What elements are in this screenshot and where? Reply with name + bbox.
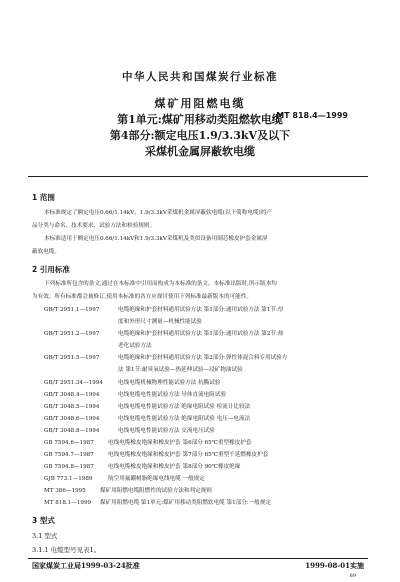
section-1-paragraph-2-line-2: 蔽软电缆。 [32, 249, 60, 255]
implementation-date: 1999-08-01实施 [305, 561, 364, 570]
reference-title: 电线电缆机械物理性能试验方法 抗撕试验 [118, 380, 221, 386]
reference-title: 电线电缆电性能试验方法 导体直流电阻试验 [118, 392, 227, 398]
reference-code: MT 386—1995 [44, 488, 86, 494]
reference-code: GB/T 2951.34—1994 [44, 380, 103, 386]
reference-title: 电线电缆橡皮绝缘和橡皮护套 第6部分 65℃重型橡皮护套 [108, 440, 252, 446]
reference-title: 煤矿用阻燃电缆 第1单元:煤矿用移动类阻燃软电缆 第1部分:一般规定 [100, 500, 272, 506]
reference-title: 电缆绝缘和护套材料通用试验方法 第1部分:通用试验方法 第1节:厚 [118, 307, 284, 313]
section-2-paragraph-line-1: 下列标准所包含的条文,通过在本标准中引用而构成为本标准的条文。本标准出版时,所示版本均 [44, 281, 277, 287]
reference-code: GB/T 2951.1—1997 [44, 307, 100, 313]
reference-title: 电线电缆电性能试验方法 绝缘电阻试验 电压—电流法 [118, 416, 251, 422]
reference-code: MT 818.1—1999 [44, 500, 92, 506]
page-number: 89 [349, 573, 356, 579]
reference-title: 电线电缆橡皮绝缘和橡皮护套 第8部分 90℃橡皮绝缘 [108, 464, 241, 470]
approval-date: 国家煤炭工业局1999-03-24批准 [32, 561, 140, 570]
section-1-paragraph-1-line-1: 本标准规定了额定电压0.66/1.14kV、1.9/3.3kV采煤机金属屏蔽软电缆(以下简称电缆)的产 [44, 210, 272, 216]
reference-title: 电缆绝缘和护套材料通用试验方法 第1部分:通用试验方法 第2节:热 [118, 331, 284, 337]
reference-title: 度和外形尺寸测量—机械性能试验 [118, 319, 202, 325]
section-1-paragraph-1-line-2: 品分类与命名、技术要求、试验方法和检验规则。 [32, 223, 156, 229]
reference-code: GB/T 3048.4—1994 [44, 392, 100, 398]
reference-title: 煤矿用阻燃电缆阻燃性的试验方法和判定规则 [100, 488, 212, 494]
standard-number: MT 818.4—1999 [276, 111, 348, 120]
reference-title: 老化试验方法 [118, 343, 152, 349]
header-divider [28, 176, 368, 177]
title-line-2: 第1单元:煤矿用移动类阻燃软电缆 [117, 113, 283, 126]
reference-code: GB/T 3048.6—1994 [44, 416, 100, 422]
reference-title: 电线电缆电性能试验方法 交流电压试验 [118, 428, 215, 434]
section-2-heading: 2 引用标准 [32, 265, 70, 274]
footer-divider [28, 558, 368, 559]
section-1-heading: 1 范围 [32, 193, 55, 202]
section-1-paragraph-2-line-1: 本标准适用于额定电压0.66/1.14kV和1.9/3.3kV采煤机及类似设备用制芯橡皮护套金属屏 [44, 236, 268, 242]
document-header: 中华人民共和国煤炭行业标准 [122, 71, 278, 83]
title-line-4: 采煤机金属屏蔽软电缆 [145, 145, 255, 158]
reference-title: 航空用氟硼树脂绝缘电线电缆 一般规定 [108, 476, 205, 482]
section-3-1-1-text: 3.1.1 电缆型号见表1。 [32, 546, 101, 554]
section-3-heading: 3 型式 [32, 516, 55, 525]
reference-code: GB 7594.7—1987 [44, 452, 94, 458]
section-3-1-heading: 3.1 型式 [32, 532, 58, 540]
reference-code: GB/T 2951.5—1997 [44, 355, 100, 361]
reference-code: GB 7594.6—1987 [44, 440, 94, 446]
reference-code: GB/T 2951.2—1997 [44, 331, 100, 337]
reference-title: 电线电缆电性能试验方法 绝缘电阻试验 检流计比较法 [118, 404, 251, 410]
title-line-1: 煤矿用阻燃电缆 [154, 97, 246, 110]
section-2-paragraph-line-2: 为有效。所有标准都会被修订,使用本标准的各方应探讨使用下列标准最新版本的可能性。 [32, 294, 252, 300]
reference-code: GJB 773.1—1989 [44, 476, 93, 482]
title-line-3: 第4部分:额定电压1.9/3.3kV及以下 [109, 129, 291, 142]
reference-title: 电缆绝缘和护套材料通用试验方法 第2部分:弹性体混合料专用试验方 [118, 355, 288, 361]
reference-title: 法 第1节:耐臭氧试验—热延伸试验—浸矿物油试验 [118, 367, 243, 373]
reference-code: GB 7594.8—1987 [44, 464, 94, 470]
reference-title: 电线电缆橡皮绝缘和橡皮护套 第7部分 65℃重型不延燃橡皮护套 [108, 452, 269, 458]
reference-code: GB/T 3048.8—1994 [44, 428, 100, 434]
reference-code: GB/T 3048.5—1994 [44, 404, 100, 410]
